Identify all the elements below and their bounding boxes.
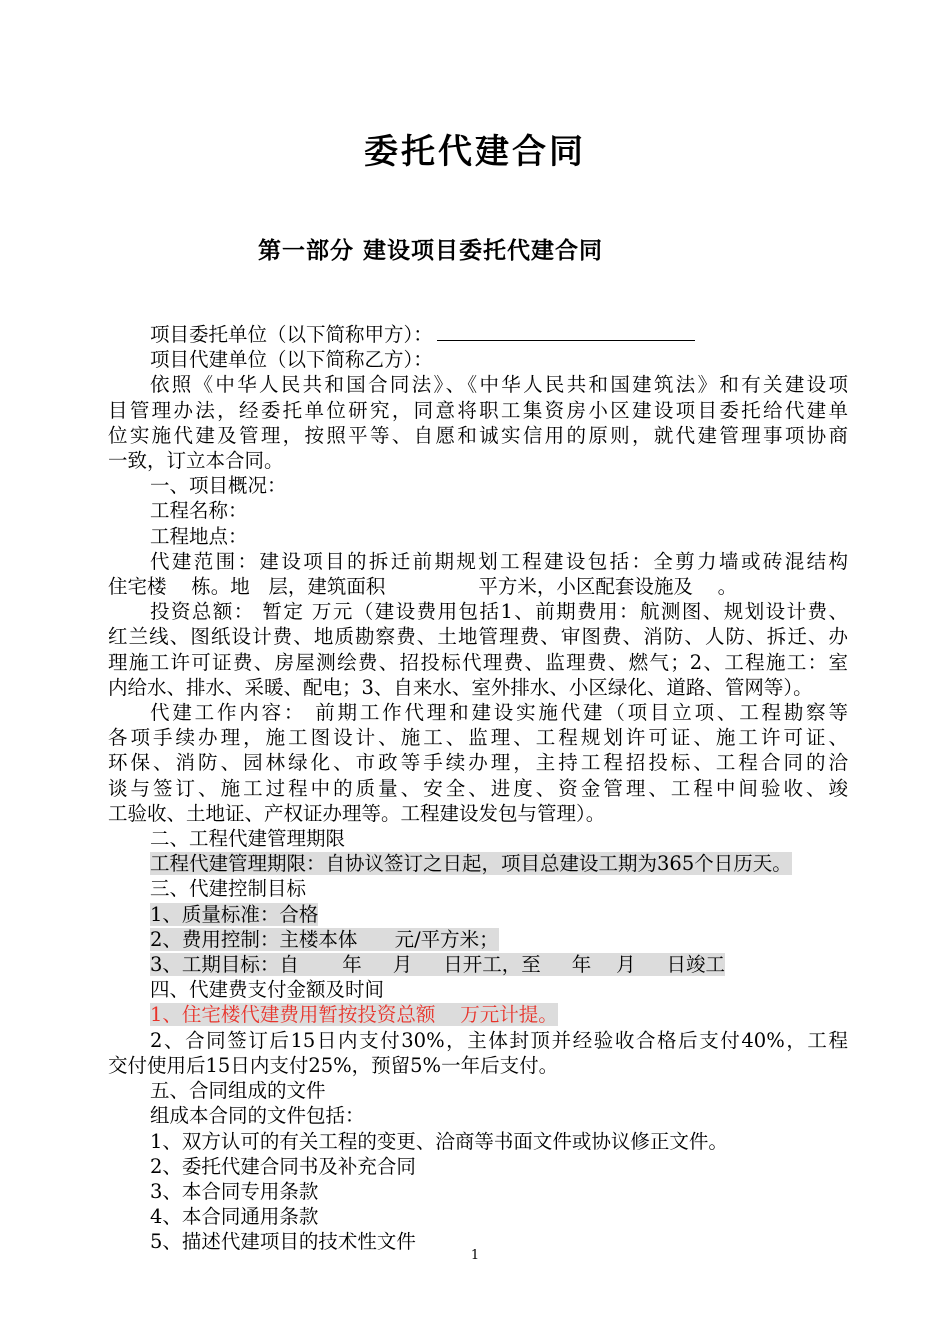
document-list-item: 1、双方认可的有关工程的变更、洽商等书面文件或协议修正文件。 (150, 1129, 728, 1153)
highlighted-text: 工程代建管理期限：自协议签订之日起，项目总建设工期为365个日历天。 (150, 852, 792, 876)
fee-item-2-line: 2、合同签订后15日内支付30%，主体封顶并经验收合格后支付40%，工程 (150, 1028, 848, 1052)
project-location-line: 工程地点： (150, 524, 248, 548)
party-a-line: 项目委托单位（以下简称甲方）： (108, 318, 848, 347)
document-list-item: 3、本合同专用条款 (150, 1179, 319, 1203)
target-item (108, 927, 848, 952)
investment-line: 红兰线、图纸设计费、地质勘察费、土地管理费、审图费、消防、人防、拆迁、办 (108, 625, 848, 649)
scope-line: 住宅楼 栋。地 层，建筑面积 平方米，小区配套设施及 。 (108, 575, 738, 599)
document-list-item: 5、描述代建项目的技术性文件 (150, 1230, 416, 1254)
intro-line: 位实施代建及管理，按照平等、自愿和诚实信用的原则，就代建管理事项协商 (108, 423, 848, 447)
investment-line: 内给水、排水、采暖、配电；3、自来水、室外排水、小区绿化、道路、管网等）。 (108, 675, 813, 699)
highlighted-text: 2、费用控制：主楼本体 元/平方米； (150, 927, 499, 951)
section-3-heading: 三、代建控制目标 (150, 877, 307, 901)
document-list-item: 4、本合同通用条款 (150, 1205, 319, 1229)
document-list-item: 2、委托代建合同书及补充合同 (150, 1154, 416, 1178)
project-name-line: 工程名称： (150, 499, 248, 523)
document-title: 委托代建合同 (364, 132, 586, 172)
party-b-line: 项目代建单位（以下简称乙方）： (150, 348, 433, 372)
red-highlighted-text: 1、住宅楼代建费用暂按投资总额 万元计提。 (150, 1003, 558, 1027)
scope-line: 代建范围：建设项目的拆迁前期规划工程建设包括：全剪力墙或砖混结构 (150, 549, 848, 573)
part-one-heading: 第一部分 建设项目委托代建合同 (258, 238, 604, 264)
investment-line: 投资总额： 暂定 万元（建设费用包括1、前期费用：航测图、规划设计费、 (150, 600, 848, 624)
work-content-line: 谈与签订、施工过程中的质量、安全、进度、资金管理、工程中间验收、竣 (108, 776, 848, 800)
work-content-line: 工验收、土地证、产权证办理等。工程建设发包与管理）。 (108, 801, 606, 825)
intro-line: 目管理办法，经委托单位研究，同意将职工集资房小区建设项目委托给代建单 (108, 398, 848, 422)
section-5-intro: 组成本合同的文件包括： (150, 1104, 365, 1128)
intro-line: 依照《中华人民共和国合同法》、《中华人民共和国建筑法》和有关建设项 (150, 373, 848, 397)
work-content-line: 各项手续办理，施工图设计、施工、监理、工程规划许可证、施工许可证、 (108, 726, 848, 750)
party-a-blank (437, 318, 695, 341)
page-number: 1 (470, 1248, 480, 1263)
intro-line: 一致，订立本合同。 (108, 449, 284, 473)
section-4-heading: 四、代建费支付金额及时间 (150, 978, 385, 1002)
section-2-heading: 二、工程代建管理期限 (150, 827, 346, 851)
investment-line: 理施工许可证费、房屋测绘费、招投标代理费、监理费、燃气；2、工程施工：室 (108, 650, 848, 674)
fee-item-2-line: 交付使用后15日内支付25%，预留5%一年后支付。 (108, 1053, 559, 1077)
work-content-line: 环保、消防、园林绿化、市政等手续办理，主持工程招投标、工程合同的洽 (108, 751, 848, 775)
section-1-heading: 一、项目概况： (150, 474, 287, 498)
work-content-line: 代建工作内容： 前期工作代理和建设实施代建（项目立项、工程勘察等 (150, 701, 848, 725)
target-item (108, 952, 848, 977)
target-item (108, 902, 848, 927)
section-5-heading: 五、合同组成的文件 (150, 1079, 326, 1103)
highlighted-text: 1、质量标准：合格 (150, 902, 319, 926)
section-2-text (108, 851, 848, 876)
fee-item-1 (108, 1002, 848, 1027)
highlighted-text: 3、工期目标：自 年 月 日开工，至 年 月 日竣工 (150, 953, 726, 977)
contract-body (108, 318, 848, 1255)
